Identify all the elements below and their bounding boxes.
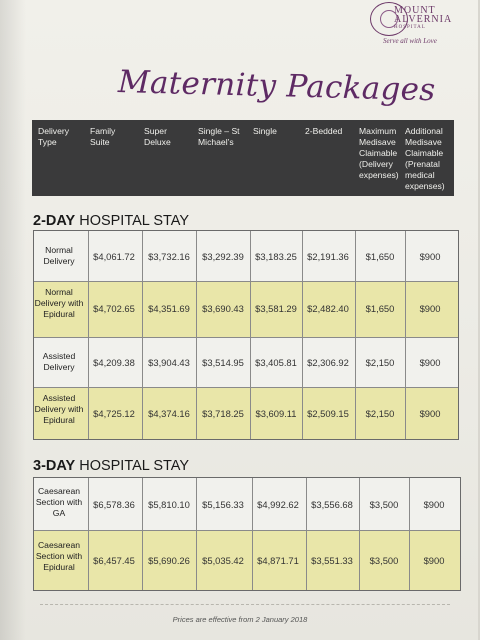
price-cell: $2,150 [365, 408, 395, 419]
section-title-3-day [33, 458, 189, 474]
footer-divider [40, 604, 450, 605]
price-cell: $4,992.62 [257, 499, 299, 510]
row-label: Caesarean Section with Epidural [35, 540, 83, 572]
price-cell: $4,061.72 [93, 251, 135, 262]
row-label: Normal Delivery [43, 245, 75, 266]
col-header-super-deluxe: Super Deluxe [144, 126, 171, 147]
price-cell: $2,509.15 [307, 408, 349, 419]
section-title-3-day-bold: 3-DAY [33, 458, 76, 474]
row-label: Normal Delivery with Epidural [34, 287, 84, 319]
price-cell: $3,556.68 [311, 499, 353, 510]
price-cell: $4,702.65 [93, 303, 135, 314]
price-cell: $5,156.33 [202, 499, 244, 510]
page-title: Maternity Packages [117, 64, 436, 109]
column-divider [359, 478, 360, 590]
price-cell: $900 [419, 303, 441, 314]
price-cell: $900 [419, 251, 441, 262]
price-cell: $3,732.16 [148, 251, 190, 262]
column-divider [88, 231, 89, 439]
section-title-3-day-rest: HOSPITAL STAY [75, 458, 190, 474]
price-cell: $3,904.43 [148, 357, 190, 368]
price-cell: $5,690.26 [148, 555, 190, 566]
table-row [34, 478, 460, 530]
row-divider [34, 281, 458, 282]
column-divider [355, 231, 356, 439]
price-cell: $2,191.36 [307, 251, 349, 262]
column-divider [405, 231, 406, 439]
price-cell: $4,209.38 [93, 357, 135, 368]
table-row [34, 337, 458, 387]
table-row [34, 387, 458, 439]
price-cell: $3,183.25 [255, 251, 297, 262]
col-header-single: Single [253, 126, 277, 136]
col-header-single-st-michaels: Single – St Michael’s [198, 126, 240, 147]
price-cell: $900 [423, 555, 445, 566]
col-header-additional-medisave: Additional Medisave Claimable (Prenatal medical expenses) [405, 126, 445, 191]
page-shadow [0, 0, 26, 640]
table-row [34, 281, 458, 337]
column-divider [302, 231, 303, 439]
row-divider [34, 387, 458, 388]
column-divider [306, 478, 307, 590]
price-cell: $6,578.36 [93, 499, 135, 510]
price-cell: $3,609.11 [255, 408, 297, 419]
logo-name-line2: ALVERNIA [394, 14, 453, 25]
price-cell: $6,457.45 [93, 555, 135, 566]
price-cell: $5,035.42 [202, 555, 244, 566]
row-label: Caesarean Section with GA [35, 486, 83, 518]
section-title-2-day-bold: 2-DAY [33, 213, 76, 229]
price-cell: $2,482.40 [307, 303, 349, 314]
price-cell: $1,650 [365, 303, 395, 314]
price-cell: $2,150 [365, 357, 395, 368]
table-row [34, 530, 460, 590]
price-cell: $3,690.43 [202, 303, 244, 314]
column-divider [196, 231, 197, 439]
row-label: Assisted Delivery [42, 351, 76, 372]
effective-date-note: Prices are effective from 2 January 2018 [172, 615, 308, 624]
price-cell: $1,650 [365, 251, 395, 262]
column-divider [409, 478, 410, 590]
column-divider [196, 478, 197, 590]
col-header-max-medisave: Maximum Medisave Claimable (Delivery expenses) [359, 126, 399, 180]
price-cell: $3,500 [369, 499, 399, 510]
column-divider [142, 231, 143, 439]
price-cell: $2,306.92 [307, 357, 349, 368]
logo-name-line1: MOUNT [394, 5, 436, 16]
price-table-3-day [33, 477, 461, 591]
price-cell: $3,405.81 [255, 357, 297, 368]
price-cell: $900 [423, 499, 445, 510]
price-cell: $4,871.71 [257, 555, 299, 566]
tagline: Serve all with Love [383, 37, 437, 45]
logo-name-line3: HOSPITAL [394, 25, 426, 30]
price-cell: $5,810.10 [148, 499, 190, 510]
column-divider [250, 231, 251, 439]
column-divider [142, 478, 143, 590]
price-cell: $4,351.69 [148, 303, 190, 314]
col-header-delivery-type: Delivery Type [38, 126, 70, 147]
section-title-2-day [33, 213, 189, 229]
price-cell: $900 [419, 408, 441, 419]
column-divider [252, 478, 253, 590]
price-cell: $3,551.33 [311, 555, 353, 566]
price-cell: $900 [419, 357, 441, 368]
price-cell: $4,725.12 [93, 408, 135, 419]
table-header [32, 120, 454, 196]
price-cell: $3,292.39 [202, 251, 244, 262]
row-divider [34, 530, 460, 531]
column-divider [88, 478, 89, 590]
row-label: Assisted Delivery with Epidural [34, 393, 84, 425]
table-row [34, 231, 458, 281]
col-header-2-bedded: 2-Bedded [305, 126, 343, 136]
price-cell: $3,514.95 [202, 357, 244, 368]
price-cell: $3,581.29 [255, 303, 297, 314]
row-divider [34, 337, 458, 338]
price-cell: $4,374.16 [148, 408, 190, 419]
price-cell: $3,500 [369, 555, 399, 566]
price-cell: $3,718.25 [202, 408, 244, 419]
col-header-family-suite: Family Suite [90, 126, 116, 147]
section-title-2-day-rest: HOSPITAL STAY [75, 213, 190, 229]
price-table-2-day [33, 230, 459, 440]
